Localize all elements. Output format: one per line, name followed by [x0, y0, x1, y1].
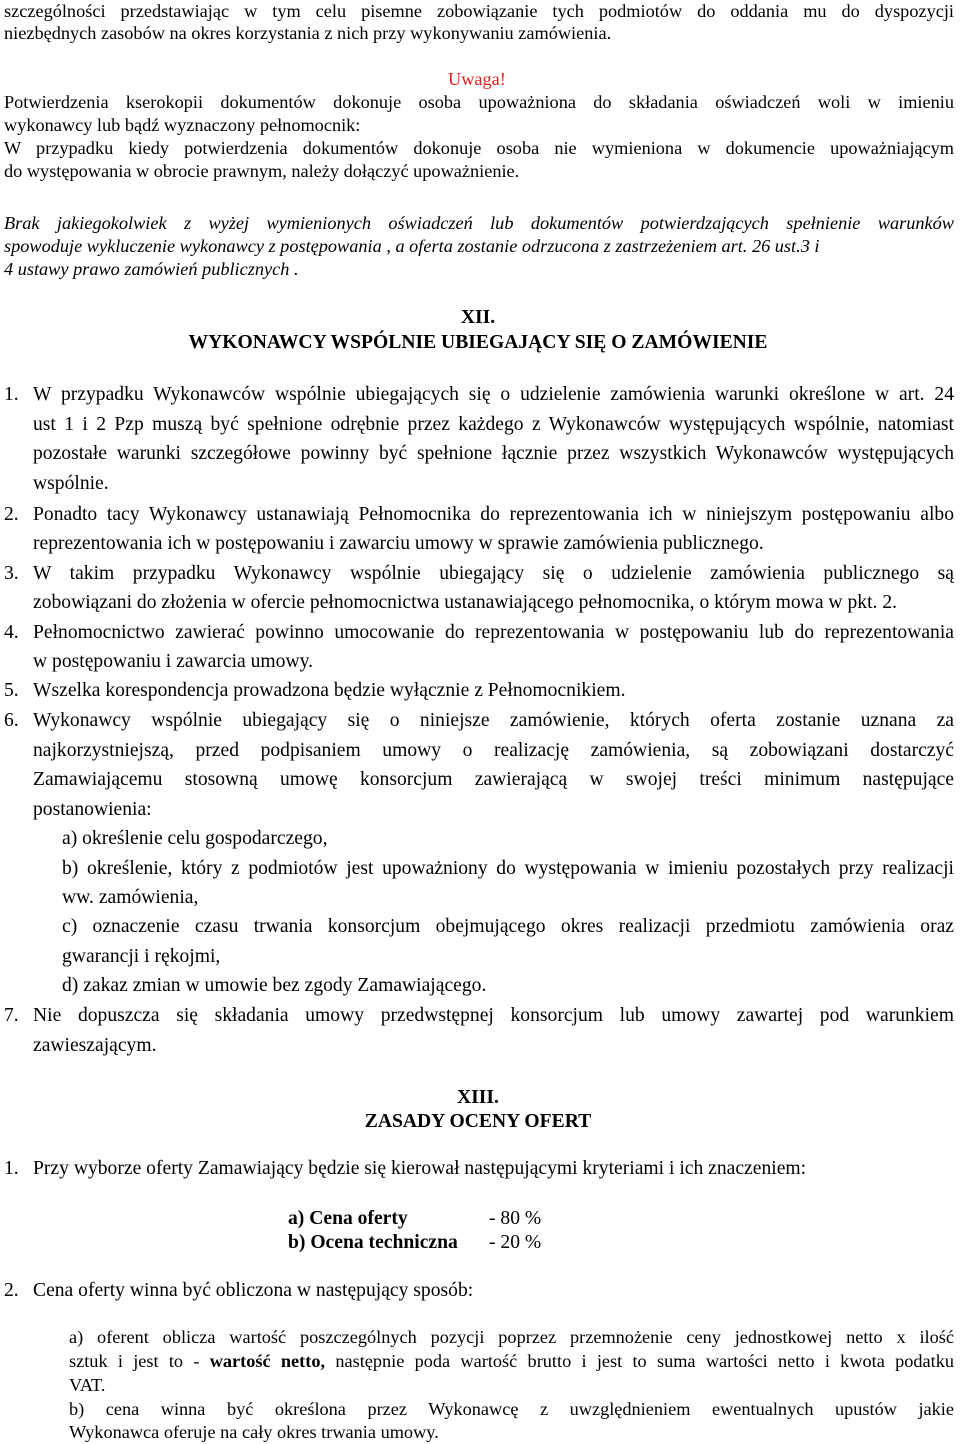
warning-line: wykonawcy lub bądź wyznaczony pełnomocnik:: [4, 115, 361, 135]
list-number: 3.: [4, 563, 19, 584]
sub-list-item: gwarancji i rękojmi,: [62, 946, 221, 967]
price-rule-line: VAT.: [69, 1375, 106, 1395]
sub-list-item: d) zakaz zmian w umowie bez zgody Zamawiającego.: [62, 975, 487, 996]
section-title: WYKONAWCY WSPÓLNIE UBIEGAJĄCY SIĘ O ZAMÓWIENIE: [188, 332, 768, 353]
list-number: 2.: [4, 1280, 19, 1301]
intro-line: szczególności przedstawiając w tym celu pisemne zobowiązanie tych podmiotów do oddania mu do dyspozycji: [4, 1, 954, 21]
sub-list-item: c) oznaczenie czasu trwania konsorcjum obejmującego okres realizacji przedmiotu zamówienia oraz: [62, 916, 954, 937]
price-rule-line: b) cena winna być określona przez Wykonawcę z uwzględnieniem ewentualnych upustów jakie: [69, 1399, 954, 1419]
list-number: 2.: [4, 504, 19, 525]
list-item-text: zawieszającym.: [33, 1035, 157, 1056]
list-item-text: pozostałe warunki szczegółowe powinny być spełnione łącznie przez wszystkich Wykonawców występujących: [33, 443, 954, 464]
intro-line: niezbędnych zasobów na okres korzystania z nich przy wykonywaniu zamówienia.: [4, 23, 612, 43]
price-rule-line: [69, 1350, 954, 1372]
list-number: 4.: [4, 622, 19, 643]
section-number: XIII.: [457, 1087, 499, 1108]
list-item-text: wspólnie.: [33, 473, 109, 494]
notice-line: spowoduje wykluczenie wykonawcy z postępowania , a oferta zostanie odrzucona z zastrzeżeniem art. 26 ust.3 i: [4, 236, 820, 256]
criterion-label: a) Cena oferty: [288, 1208, 408, 1229]
list-item-text: Wszelka korespondencja prowadzona będzie wyłącznie z Pełnomocnikiem.: [33, 680, 626, 701]
price-rule-text: sztuk i jest to -: [69, 1351, 210, 1371]
list-item-text: W takim przypadku Wykonawcy wspólnie ubiegający się o udzielenie zamówienia publicznego są: [33, 563, 954, 584]
sub-list-item: a) określenie celu gospodarczego,: [62, 828, 328, 849]
notice-line: Brak jakiegokolwiek z wyżej wymienionych oświadczeń lub dokumentów potwierdzających spełnienie warunków: [4, 213, 954, 233]
price-rule-line: Wykonawca oferuje na cały okres trwania umowy.: [69, 1422, 439, 1442]
list-item-text: zobowiązani do złożenia w ofercie pełnomocnictwa ustanawiającego pełnomocnika, o którym mowa w pkt. 2.: [33, 592, 898, 613]
list-item-text: reprezentowania ich w postępowaniu i zawarciu umowy w sprawie zamówienia publicznego.: [33, 533, 764, 554]
list-number: 6.: [4, 710, 19, 731]
list-number: 5.: [4, 680, 19, 701]
list-item-text: postanowienia:: [33, 799, 152, 820]
sub-list-item: ww. zamówienia,: [62, 887, 199, 908]
list-item-text: Ponadto tacy Wykonawcy ustanawiają Pełnomocnika do reprezentowania ich w niniejszym postępowaniu albo: [33, 504, 954, 525]
list-item-text: ust 1 i 2 Pzp muszą być spełnione odrębnie przez każdego z Wykonawców występujących wspólnie, natomiast: [33, 414, 954, 435]
list-item-text: najkorzystniejszą, przed podpisaniem umowy o realizację zamówienia, są zobowiązani dostarczyć: [33, 740, 954, 761]
notice-line: 4 ustawy prawo zamówień publicznych .: [4, 259, 299, 279]
criterion-weight: - 20 %: [489, 1232, 542, 1253]
warning-label: Uwaga!: [448, 69, 506, 89]
list-item-text: Cena oferty winna być obliczona w następujący sposób:: [33, 1280, 474, 1301]
net-value-term: wartość netto,: [209, 1351, 326, 1371]
criterion-weight: - 80 %: [489, 1208, 542, 1229]
sub-list-item: b) określenie, który z podmiotów jest upoważniony do występowania w imieniu pozostałych przy realizacji: [62, 858, 954, 879]
criterion-label: b) Ocena techniczna: [288, 1232, 458, 1253]
price-rule-text: następnie poda wartość brutto i jest to suma wartości netto i kwota podatku: [325, 1351, 955, 1371]
list-item-text: Zamawiającemu stosowną umowę konsorcjum zawierającą w swojej treści minimum następujące: [33, 769, 954, 790]
list-item-text: W przypadku Wykonawców wspólnie ubiegających się o udzielenie zamówienia warunki określone w art. 24: [33, 384, 954, 405]
section-title: ZASADY OCENY OFERT: [364, 1111, 592, 1132]
price-rule-line: a) oferent oblicza wartość poszczególnych pozycji poprzez przemnożenie ceny jednostkowej netto x ilość: [69, 1327, 954, 1347]
list-number: 1.: [4, 384, 19, 405]
warning-line: Potwierdzenia kserokopii dokumentów dokonuje osoba upoważniona do składania oświadczeń woli w imieniu: [4, 92, 954, 112]
section-number: XII.: [460, 307, 496, 328]
list-number: 7.: [4, 1005, 19, 1026]
warning-line: W przypadku kiedy potwierdzenia dokumentów dokonuje osoba nie wymieniona w dokumencie upoważniającym: [4, 138, 954, 158]
list-number: 1.: [4, 1158, 19, 1179]
list-item-text: Pełnomocnictwo zawierać powinno umocowanie do reprezentowania w postępowaniu lub do reprezentowania: [33, 622, 954, 643]
warning-line: do występowania w obrocie prawnym, należy dołączyć upoważnienie.: [4, 161, 520, 181]
list-item-text: w postępowaniu i zawarcia umowy.: [33, 651, 314, 672]
list-item-text: Przy wyborze oferty Zamawiający będzie się kierował następującymi kryteriami i ich znaczeniem:: [33, 1158, 807, 1179]
list-item-text: Nie dopuszcza się składania umowy przedwstępnej konsorcjum lub umowy zawartej pod warunkiem: [33, 1005, 954, 1026]
list-item-text: Wykonawcy wspólnie ubiegający się o niniejsze zamówienie, których oferta zostanie uznana za: [33, 710, 954, 731]
